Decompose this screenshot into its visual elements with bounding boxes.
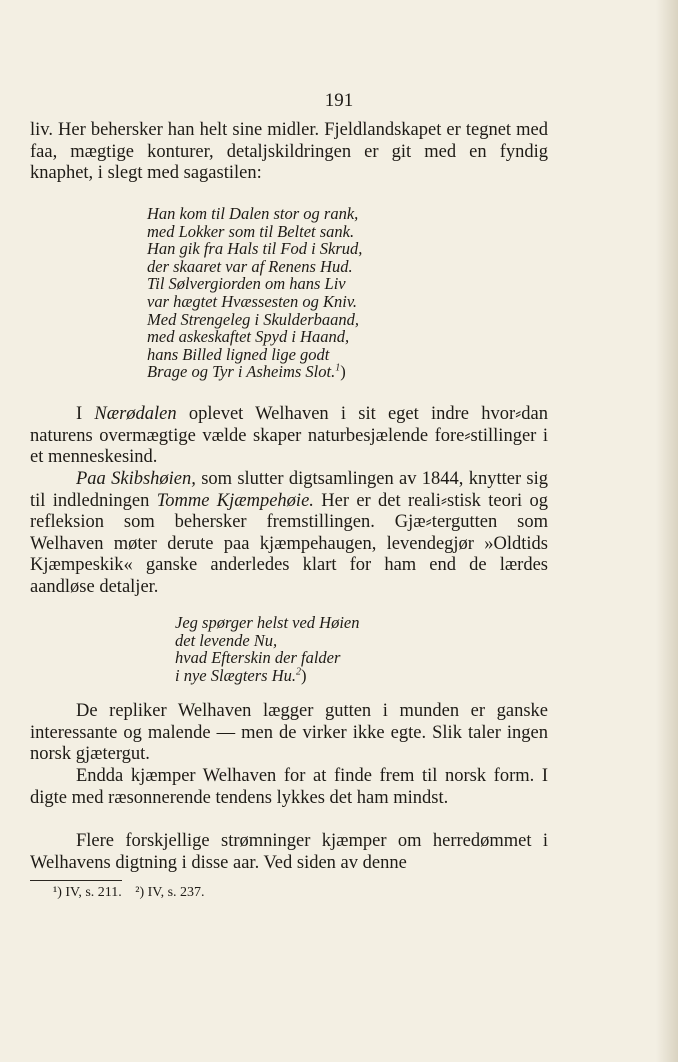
- footnote-ref-1: 1: [335, 362, 341, 374]
- poem-line: det levende Nu,: [175, 630, 278, 650]
- paragraph-text: oplevet Welhaven i sit eget indre hvor⸗dan naturens overmægtige vælde skaper naturbesjælende fore⸗stillinger i et menneskesind.: [30, 404, 548, 467]
- paragraph-text: Her er det reali⸗stisk teori og refleksion som behersker fremstillingen. Gjæ⸗tergutten som Welhaven møter derute paa kjæmpehaugen, levendegjør »Oldtids Kjæmpeskik« ganske anderledes klart for ham end de lærdes aandløse detaljer.: [30, 490, 549, 597]
- poem-line: Til Sølvergiorden om hans Liv: [147, 274, 346, 294]
- poem-line: Med Strengeleg i Skulderbaand,: [147, 309, 360, 329]
- footnote-ref-2: 2: [296, 666, 301, 678]
- poem-block-dalen: [147, 205, 362, 381]
- poem-line-last: [175, 667, 360, 685]
- poem-line: der skaaret var af Renens Hud.: [147, 256, 353, 276]
- poem-line: med Lokker som til Beltet sank.: [147, 221, 355, 241]
- poem-line: Brage og Tyr i Asheims Slot.: [147, 362, 336, 382]
- footnote-1: ¹) IV, s. 211.: [53, 885, 122, 900]
- footnote-ref-close: ): [301, 665, 307, 685]
- footnote-ref-close: ): [340, 362, 346, 382]
- poem-line: i nye Slægters Hu.: [175, 665, 296, 685]
- poem-line: hvad Efterskin der falder: [175, 648, 341, 668]
- footnote-2: ²) IV, s. 237.: [135, 885, 205, 900]
- poem-block-hoien: [175, 614, 360, 684]
- paragraph-text: som slutter digtsamlingen av 1844, knytter sig til indledningen: [30, 469, 549, 511]
- poem-line-last: [147, 363, 362, 381]
- paragraph-naerodalen: [30, 404, 548, 469]
- page-edge-shadow: [656, 0, 678, 1062]
- footnote-divider: [30, 880, 122, 881]
- paragraph-skibshoien: [30, 469, 548, 598]
- poem-line: var hægtet Hvæssesten og Kniv.: [147, 291, 358, 311]
- poem-line: hans Billed ligned lige godt: [147, 344, 330, 364]
- poem-line: Han kom til Dalen stor og rank,: [147, 204, 359, 223]
- paragraph-repliker: De repliker Welhaven lægger gutten i munden er ganske interessante og malende — men de virker ikke egte. Slik taler ingen norsk gjætergut.: [30, 701, 548, 764]
- page-number: 191: [324, 90, 354, 111]
- footnotes: [53, 885, 215, 901]
- paragraph-endda: Endda kjæmper Welhaven for at finde frem til norsk form. I digte med ræsonnerende tendens lykkes det ham mindst.: [30, 766, 548, 808]
- work-title: Paa Skibshøien,: [76, 469, 196, 489]
- poem-line: med askeskaftet Spyd i Haand,: [147, 327, 350, 347]
- poem-line: Han gik fra Hals til Fod i Skrud,: [147, 239, 363, 259]
- work-title: Nærødalen: [94, 404, 177, 424]
- paragraph-text: I: [76, 404, 95, 424]
- poem-line: Jeg spørger helst ved Høien: [175, 613, 360, 632]
- paragraph-flere: Flere forskjellige strømninger kjæmper om herredømmet i Welhavens digtning i disse aar. Ved siden av denne: [30, 831, 548, 873]
- work-title: Tomme Kjæmpehøie.: [156, 490, 314, 511]
- paragraph-intro: liv. Her behersker han helt sine midler. Fjeldlandskapet er tegnet med faa, mægtige konturer, detaljskildringen er git med en fyndig knaphet, i slegt med sagastilen:: [30, 120, 548, 183]
